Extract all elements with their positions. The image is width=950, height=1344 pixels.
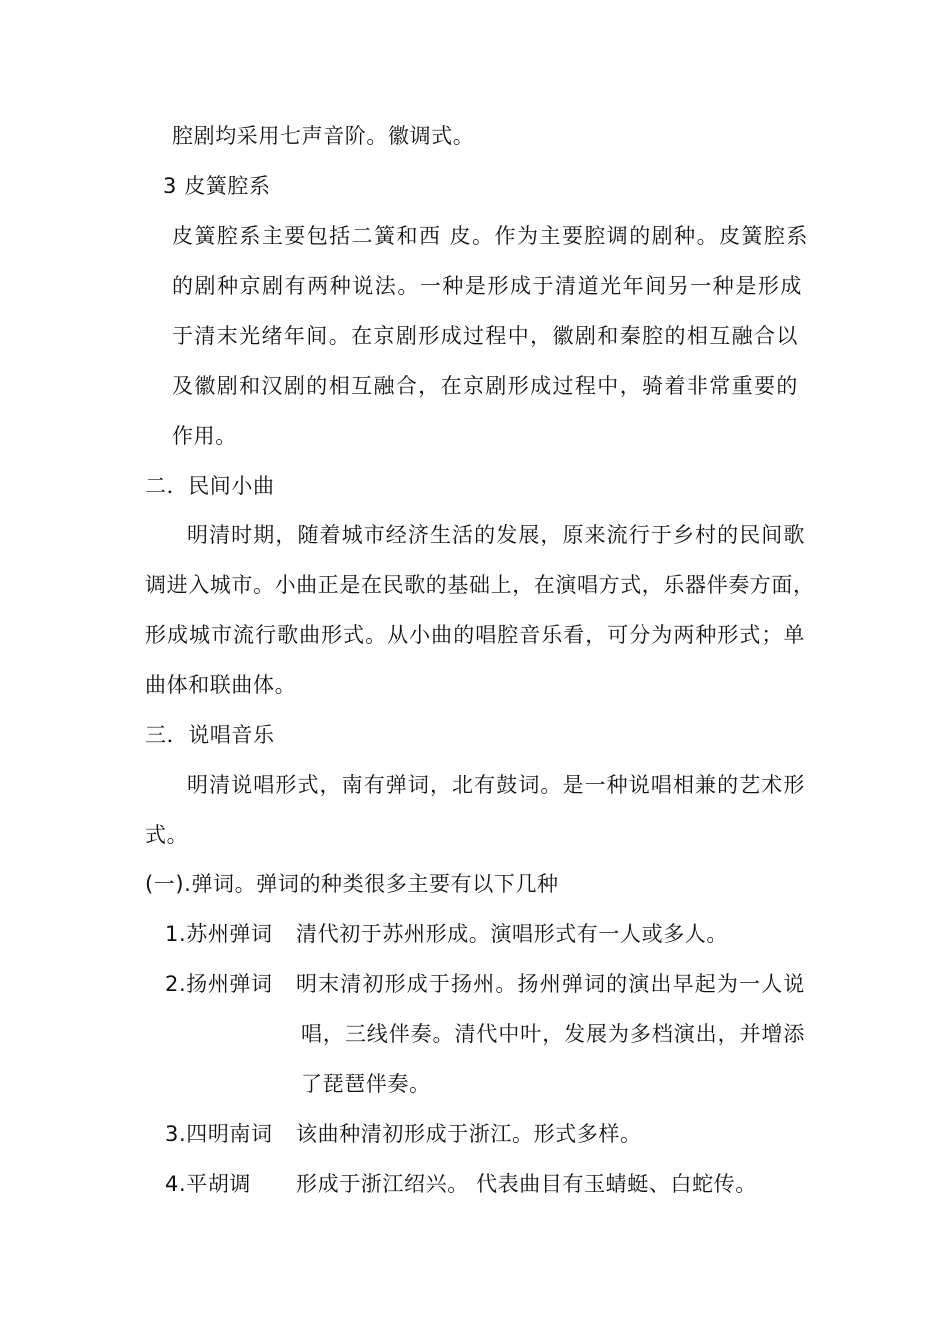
text-line: 的剧种京剧有两种说法。一种是形成于清道光年间另一种是形成 (172, 274, 802, 298)
text-line: 作用。 (172, 424, 237, 448)
list-item-text: 该曲种清初形成于浙江。形式多样。 (296, 1122, 642, 1146)
section-heading: 3 皮簧腔系 (163, 174, 271, 198)
list-item-label: 4.平胡调 (165, 1172, 252, 1196)
list-item-label: 1.苏州弹词 (165, 922, 273, 946)
list-item-text: 清代初于苏州形成。演唱形式有一人或多人。 (296, 922, 728, 946)
text-line: 曲体和联曲体。 (145, 673, 297, 697)
text-line: 于清末光绪年间。在京剧形成过程中，徽剧和秦腔的相互融合以 (172, 324, 798, 348)
text-line: 腔剧均采用七声音阶。徽调式。 (172, 124, 475, 148)
text-line: 皮簧腔系主要包括二簧和西 皮。作为主要腔调的剧种。皮簧腔系 (172, 224, 808, 248)
list-item-label: 3.四明南词 (165, 1122, 273, 1146)
list-item-text: 明末清初形成于扬州。扬州弹词的演出早起为一人说 (296, 972, 805, 996)
text-line: 及徽剧和汉剧的相互融合，在京剧形成过程中，骑着非常重要的 (172, 374, 798, 398)
section-heading: 二．民间小曲 (145, 474, 275, 498)
text-line: 明清时期，随着城市经济生活的发展，原来流行于乡村的民间歌 (187, 523, 805, 547)
list-item-text: 唱，三线伴奏。清代中叶，发展为多档演出，并增添 (301, 1022, 805, 1046)
list-item-label: 2.扬州弹词 (165, 972, 273, 996)
list-item-text: 了琵琶伴奏。 (301, 1072, 431, 1096)
text-line: 形成城市流行歌曲形式。从小曲的唱腔音乐看，可分为两种形式；单 (145, 623, 805, 647)
text-line: 调进入城市。小曲正是在民歌的基础上，在演唱方式，乐器伴奏方面， (145, 573, 815, 597)
subsection-heading: (一).弹词。弹词的种类很多主要有以下几种 (145, 872, 559, 896)
text-line: 明清说唱形式，南有弹词，北有鼓词。是一种说唱相兼的艺术形 (187, 773, 805, 797)
section-heading: 三．说唱音乐 (145, 723, 275, 747)
list-item-text: 形成于浙江绍兴。 代表曲目有玉蜻蜓、白蛇传。 (296, 1172, 757, 1196)
text-line: 式。 (145, 823, 189, 847)
